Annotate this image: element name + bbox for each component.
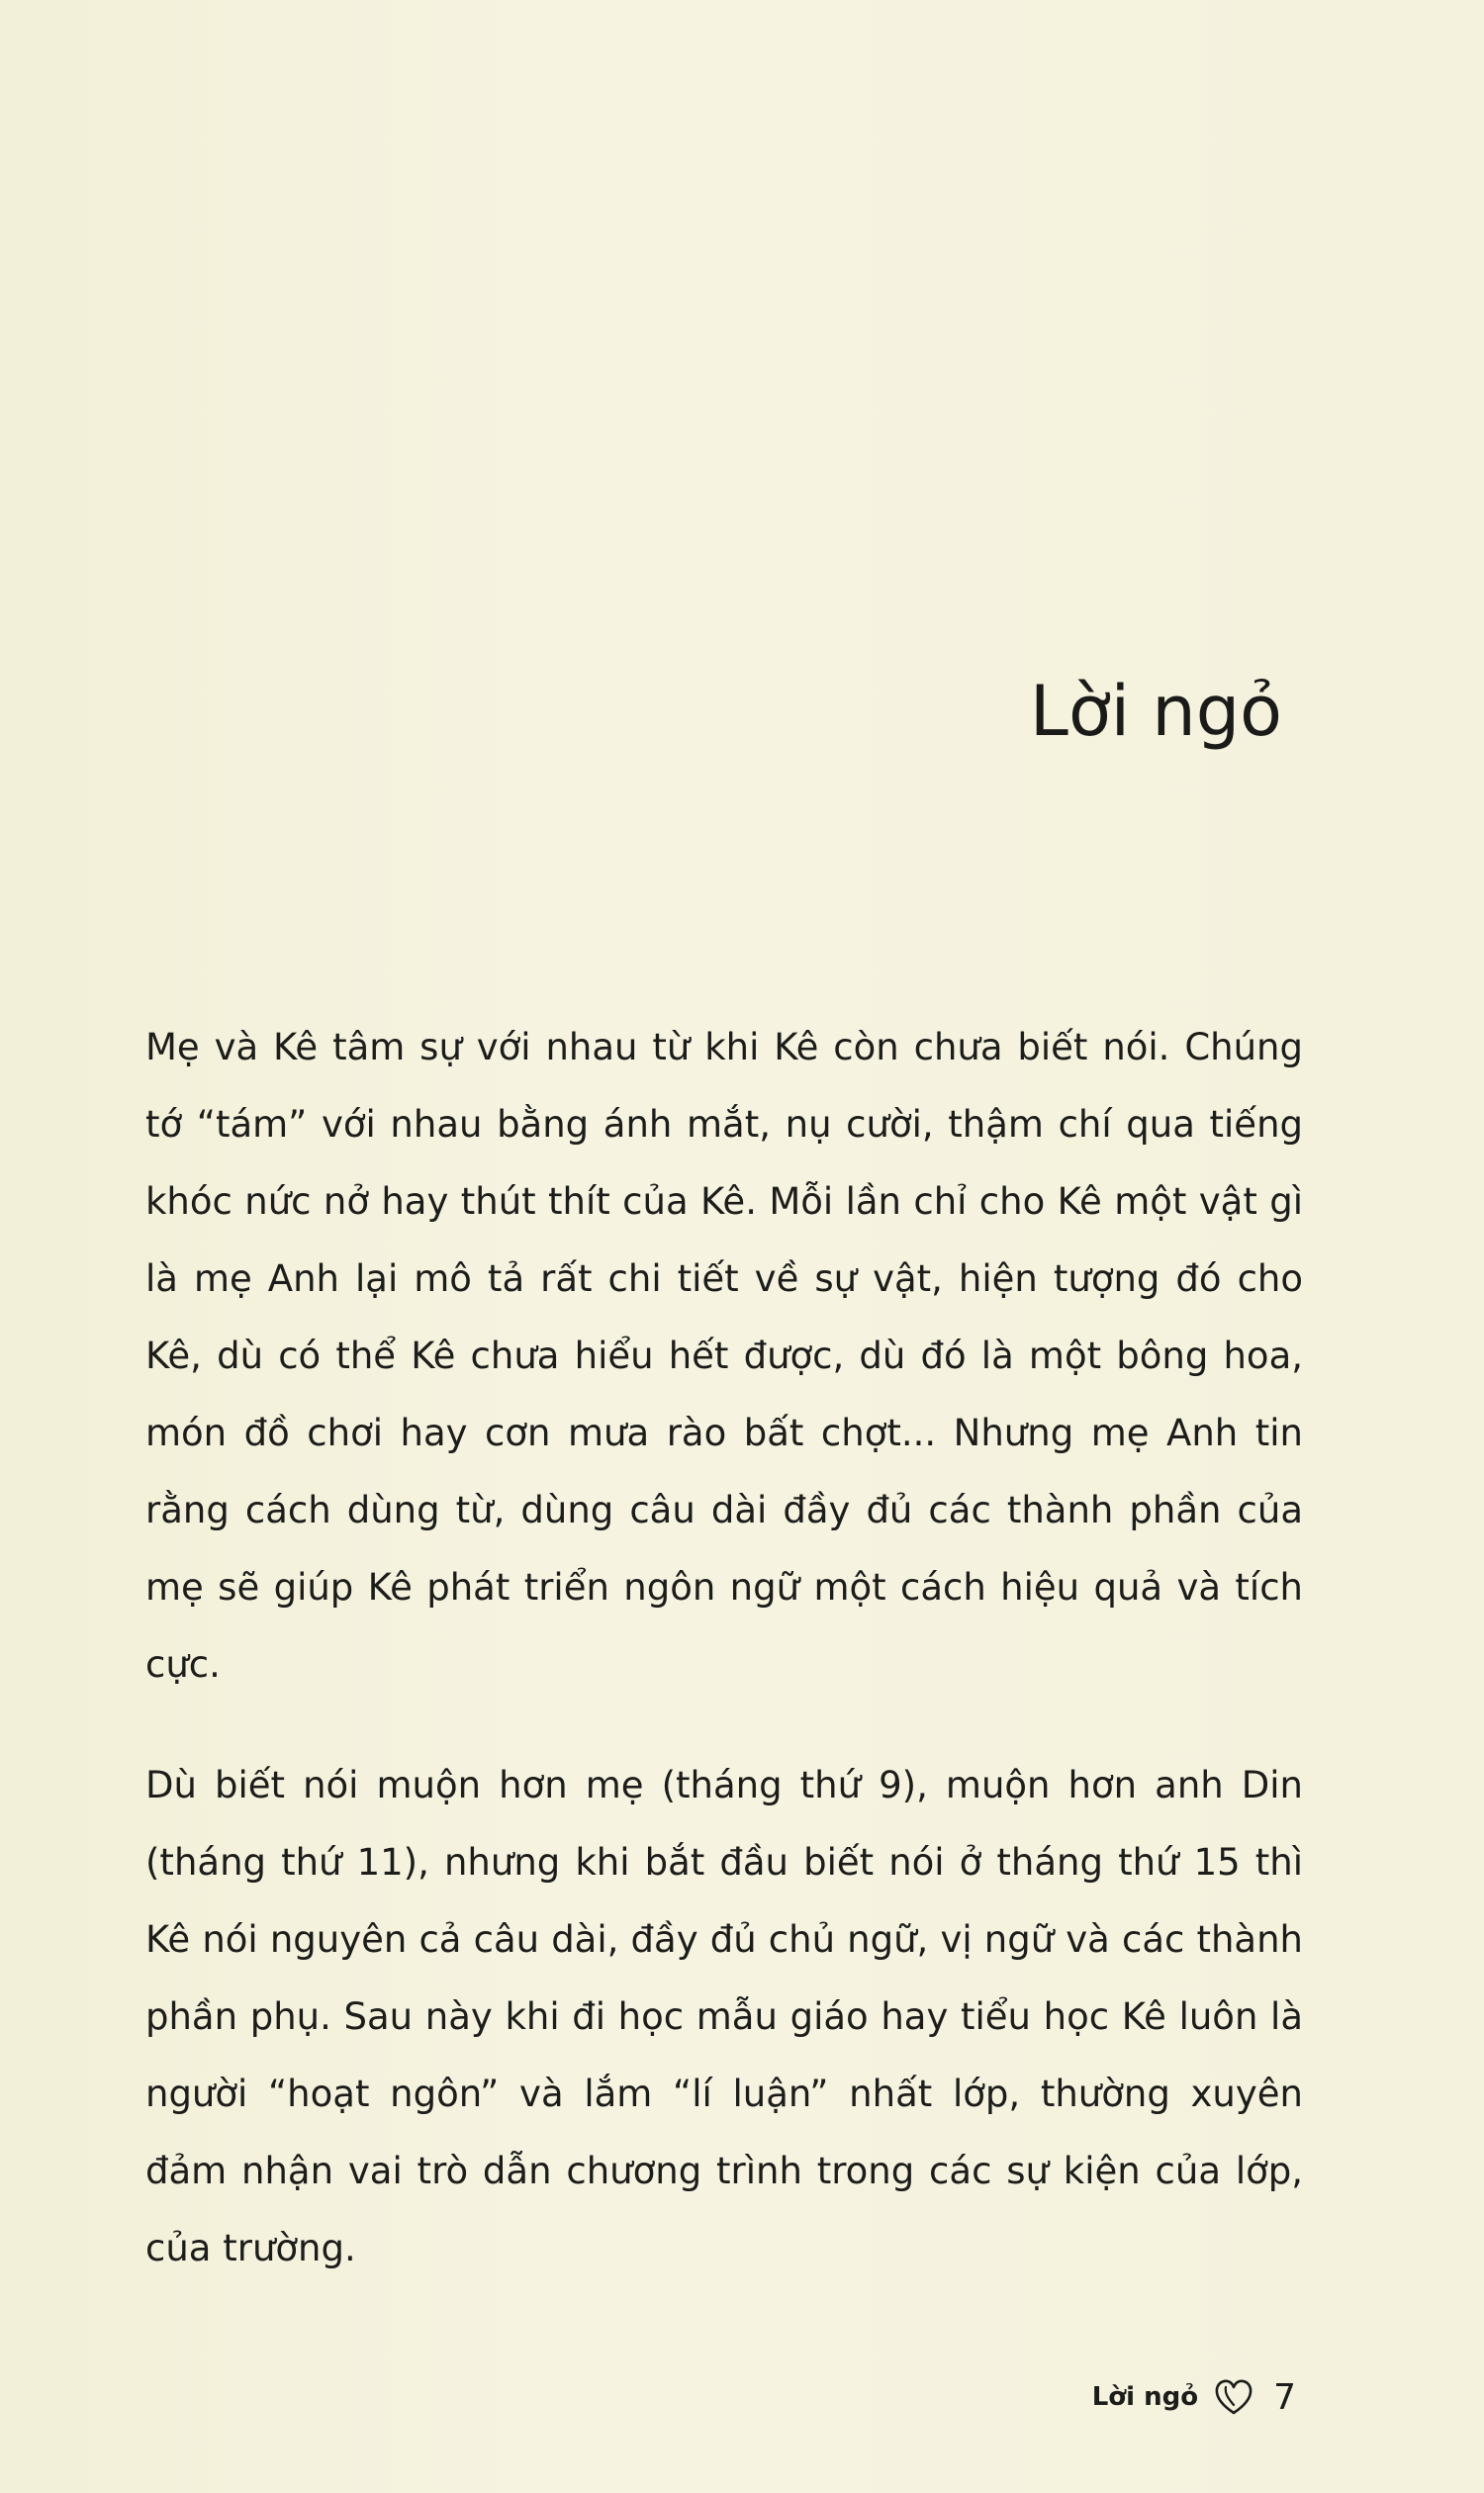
paragraph-1: Mẹ và Kê tâm sự với nhau từ khi Kê còn chưa biết nói. Chúng tớ “tám” với nhau bằng ánh mắt, nụ cười, thậm chí qua tiếng khóc nức nở hay thút thít của Kê. Mỗi lần chỉ cho Kê một vật gì là mẹ Anh lại mô tả rất chi tiết về sự vật, hiện tượng đó cho Kê, dù có thể Kê chưa hiểu hết được, dù đó là một bông hoa, món đồ chơi hay cơn mưa rào bất chợt... Nhưng mẹ Anh tin rằng cách dùng từ, dùng câu dài đầy đủ các thành phần của mẹ sẽ giúp Kê phát triển ngôn ngữ một cách hiệu quả và tích cực. <box>145 1026 1303 1686</box>
chapter-title: Lời ngỏ <box>1029 671 1282 752</box>
running-title: Lời ngỏ <box>1091 2382 1199 2412</box>
heart-icon <box>1212 2375 1255 2419</box>
paragraph-1-block <box>145 1009 1303 1704</box>
paragraph-2: Dù biết nói muộn hơn mẹ (tháng thứ 9), muộn hơn anh Din (tháng thứ 11), nhưng khi bắt đầu biết nói ở tháng thứ 15 thì Kê nói nguyên cả câu dài, đầy đủ chủ ngữ, vị ngữ và các thành phần phụ. Sau này khi đi học mẫu giáo hay tiểu học Kê luôn là người “hoạt ngôn” và lắm “lí luận” nhất lớp, thường xuyên đảm nhận vai trò dẫn chương trình trong các sự kiện của lớp, của trường. <box>145 1764 1303 2269</box>
page-number: 7 <box>1273 2376 1296 2418</box>
paragraph-2-block <box>145 1747 1303 2287</box>
page-footer <box>1092 2367 1296 2427</box>
